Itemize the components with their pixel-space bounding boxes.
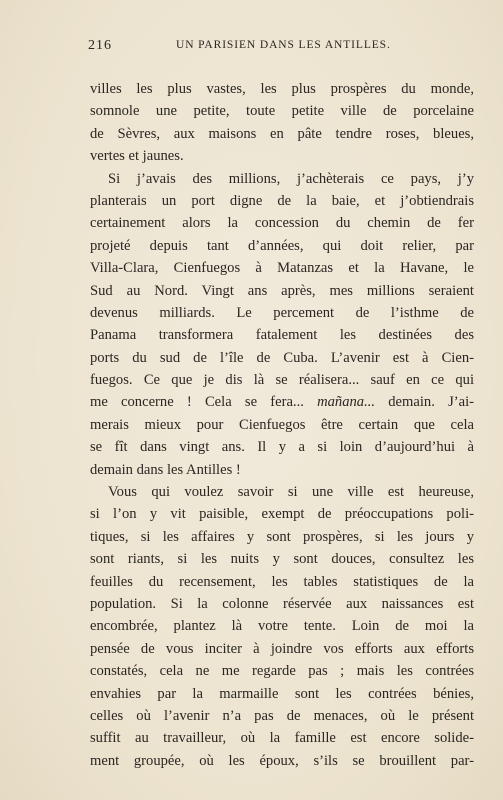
text-line: Vous qui voulez savoir si une ville est heureuse, [108,484,474,501]
text-line: Villa-Clara, Cienfuegos à Matanzas et la Havane, le [90,260,474,277]
text-line: merais mieux pour Cienfuegos être certain que cela [90,416,474,433]
page-header [88,38,472,58]
text-line: sont riants, si les nuits y sont douces, consultez les [90,551,474,568]
text-line: pensée de vous inciter à joindre vos efforts aux efforts [90,640,474,657]
paragraph-3 [90,481,474,772]
text-line: si l’on y vit paisible, exempt de préoccupations poli- [90,506,474,523]
text-line: tiques, si les affaires y sont prospères, si les jours y [90,528,474,545]
text-line: fuegos. Ce que je dis là se réalisera... sauf en ce qui [90,372,474,389]
text-line: projeté depuis tant d’années, qui doit relier, par [90,237,474,254]
text-line: population. Si la colonne réservée aux naissances est [90,595,474,612]
text-line: planterais un port digne de la baie, et j’obtiendrais [90,192,474,209]
text-line: devenus milliards. Le percement de l’isthme de [90,304,474,321]
text-line: constatés, cela ne me regarde pas ; mais les contrées [90,663,474,680]
text-line: ment groupée, où les époux, s’ils se brouillent par- [90,752,474,769]
text-line: envahies par la marmaille sont les contrées bénies, [90,685,474,702]
text-segment: me concerne ! Cela se fera... [90,394,318,411]
text-line: suffit au travailleur, où la famille est encore solide- [90,730,474,747]
text-line: certainement alors la concession du chemin de fer [90,215,474,232]
text-line: somnole une petite, toute petite ville de porcelaine [90,103,474,120]
text-line: vertes et jaunes. [90,148,184,165]
text-line: de Sèvres, aux maisons en pâte tendre roses, bleues, [90,125,474,142]
text-line-mixed [90,391,474,413]
text-line: Si j’avais des millions, j’achèterais ce pays, j’y [108,170,474,187]
paragraph-2 [90,168,474,481]
text-line: Panama transformera fatalement les destinées des [90,327,474,344]
text-line: villes les plus vastes, les plus prospères du monde, [90,81,474,97]
text-line: celles où l’avenir n’a pas de menaces, où le présent [90,707,474,724]
text-line: feuilles du recensement, les tables statistiques de la [90,573,474,590]
paragraph-1 [90,78,474,168]
text-line: ports du sud de l’île de Cuba. L’avenir est à Cien- [90,349,474,366]
text-line: Sud au Nord. Vingt ans après, mes millions seraient [90,282,474,299]
text-line: se fît dans vingt ans. Il y a si loin d’aujourd’hui à [90,439,474,456]
running-head: UN PARISIEN DANS LES ANTILLES. [176,39,391,51]
italic-word: mañana... [317,394,376,411]
text-line: demain dans les Antilles ! [90,461,241,478]
page-number: 216 [88,38,112,53]
text-line: encombrée, plantez là votre tente. Loin de moi la [90,618,474,635]
body-text [90,78,474,772]
text-segment: demain. J’ai- [375,394,474,411]
